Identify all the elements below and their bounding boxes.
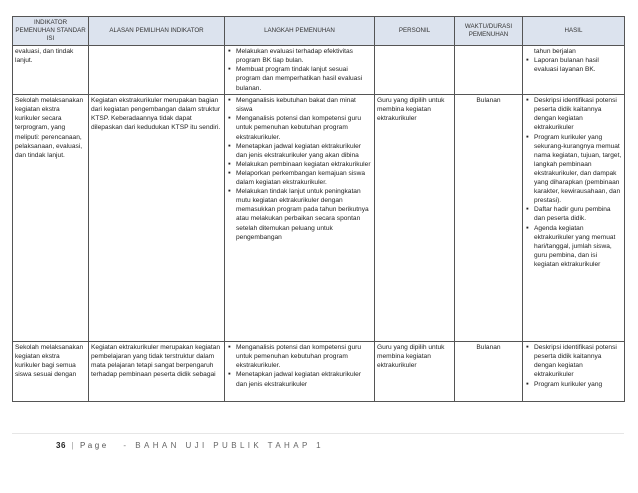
table-row [13,46,625,95]
cell-hasil [523,95,625,342]
cell-indikator [13,46,89,95]
list-item: ▪ Menetapkan jadwal kegiatan ektrakurikuler dan jenis ekstrakurikuler [227,370,372,388]
cell-indikator-text: Sekolah melaksanakan kegiatan ekstra kurikuler bagi semua siswa sesuai dengan [15,344,84,379]
cell-personil-text: Guru yang dipilih untuk membina kegiatan ektrakurikuler [377,344,445,370]
page-footer [56,441,324,450]
header-personil: PERSONIL [375,17,455,46]
cell-indikator-text: evaluasi, dan tindak lanjut. [15,48,74,65]
cell-langkah [225,95,375,342]
header-indikator: INDIKATOR PEMENUHAN STANDAR ISI [13,17,89,46]
list-item: ▪ Menganalisis kebutuhan bakat dan minat siswa [227,96,372,114]
cell-langkah-list [227,47,372,92]
list-item: ▪ Melakukan pembinaan kegiatan ektrakurikuler [227,160,372,169]
table-row [13,342,625,402]
footer-separator-bar: | [71,441,75,450]
cell-hasil [523,46,625,95]
cell-personil [375,46,455,95]
list-item: ▪ Menganalisis potensi dan kompetensi guru untuk pemenuhan kebutuhan program ekstrakurikuler. [227,343,372,370]
cell-indikator [13,342,89,402]
list-item: ▪ Melakukan tindak lanjut untuk peningkatan mutu kegiatan ektrakurikuler dengan memasukkan program pada tahun berikutnya atau melakukan perbaikan secara spontan setelah ditemukan peluang untuk pengembangan [227,187,372,242]
table-row [13,95,625,342]
cell-hasil-list [525,96,622,269]
cell-langkah-list [227,343,372,388]
cell-personil-text: Guru yang dipilih untuk membina kegiatan ektrakurikuler [377,97,445,123]
cell-waktu [455,46,523,95]
list-item: ▪ Menetapkan jadwal kegiatan ektrakurikuler dan jenis ekstrakurikuler yang akan dibina [227,142,372,160]
list-item: ▪ Laporan bulanan hasil evaluasi layanan BK. [525,56,622,74]
cell-alasan [89,46,225,95]
list-item: ▪ Membuat program tindak lanjut sesuai program dan memperhatikan hasil evaluasi bulanan. [227,65,372,92]
list-item: ▪ Program kurikuler yang [525,380,622,389]
cell-hasil-continuation-text: tahun berjalan [534,48,576,56]
cell-waktu [455,342,523,402]
list-item: ▪ Agenda kegiatan ektrakurikuler yang memuat hari/tanggal, jumlah siswa, guru pembina, dan isi kegiatan ektrakurikuler [525,224,622,269]
list-item: ▪ Melaporkan perkembangan kemajuan siswa dalam kegiatan ekstrakurikuler. [227,169,372,187]
header-alasan: ALASAN PEMILIHAN INDIKATOR [89,17,225,46]
page-label: Page [79,441,109,450]
header-hasil: HASIL [523,17,625,46]
standard-fulfillment-table [12,16,625,402]
list-item: ▪ Melakukan evaluasi terhadap efektivitas program BK tiap bulan. [227,47,372,65]
cell-personil [375,95,455,342]
cell-alasan-text: Kegiatan ekstrakurikuler merupakan bagian dari kegiatan pengembangan dalam struktur KTSP. Keberadaannya tidak dapat dilepaskan dari kedudukan KTSP itu sendiri. [91,97,221,132]
list-item: ▪ Deskripsi identifikasi potensi peserta didik kaitannya dengan kegiatan ektrakurikuler [525,96,622,132]
cell-langkah [225,342,375,402]
cell-alasan [89,95,225,342]
cell-indikator-text: Sekolah melaksanakan kegiatan ekstra kurikuler secara terprogram, yang meliputi: perencanaan, pelaksanaan, evaluasi, dan tindak lanjut. [15,97,84,159]
header-langkah: LANGKAH PEMENUHAN [225,17,375,46]
cell-waktu-text: Bulanan [476,344,501,352]
cell-langkah-list [227,96,372,242]
list-item: ▪ Daftar hadir guru pembina dan peserta didik. [525,205,622,223]
footer-dash: - [123,441,127,450]
list-item: ▪ Program kurikuler yang sekurang-kurangnya memuat nama kegiatan, tujuan, target, langkah pembinaan ekstrakurikuler, dan dampak yang diharapkan (pembinaan karakter, kewirausahaan, dan prestasi). [525,133,622,206]
cell-hasil-list [525,343,622,388]
cell-waktu-text: Bulanan [476,97,501,105]
cell-alasan [89,342,225,402]
cell-personil [375,342,455,402]
page-number: 36 [56,441,66,450]
cell-waktu [455,95,523,342]
cell-alasan-text: Kegiatan ektrakurikuler merupakan kegiatan pembelajaran yang tidak terstruktur dalam mata pelajaran tetapi sangat berpengaruh terhadap pembinaan peserta didik sebagai [91,344,221,379]
table-body [13,46,625,402]
table-header-row [13,17,625,46]
cell-indikator [13,95,89,342]
footer-divider [12,433,624,434]
list-item: ▪ Menganalisis potensi dan kompetensi guru untuk pemenuhan kebutuhan program ekstrakurikuler. [227,114,372,141]
cell-langkah [225,46,375,95]
cell-hasil-list [525,56,622,74]
document-title: BAHAN UJI PUBLIK TAHAP 1 [135,441,325,450]
header-waktu: WAKTU/DURASI PEMENUHAN [455,17,523,46]
list-item: ▪ Deskripsi identifikasi potensi peserta didik kaitannya dengan kegiatan ektrakurikuler [525,343,622,379]
cell-hasil [523,342,625,402]
